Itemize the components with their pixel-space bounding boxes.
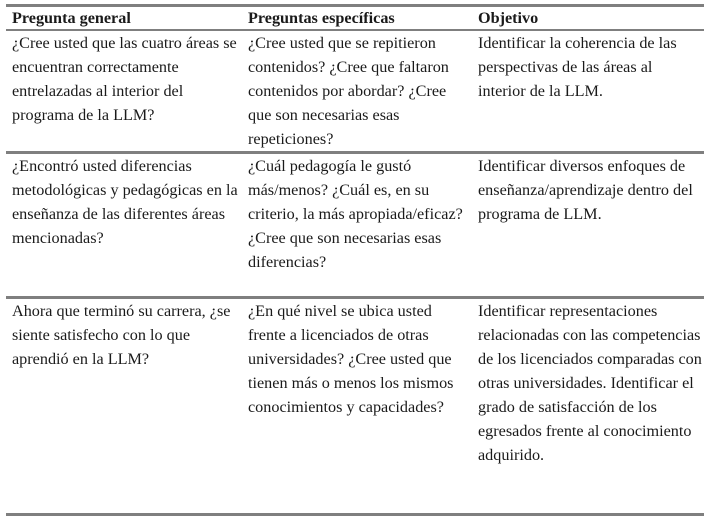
table-header	[6, 7, 704, 31]
table-row	[6, 296, 704, 513]
cell-preguntas-especificas: ¿Cuál pedagogía le gustó más/menos? ¿Cuál es, en su criterio, la más apropiada/eficaz?¿Cree que son necesarias esas diferencias?	[248, 157, 463, 271]
cell-objetivo: Identificar representaciones relacionadas con las competencias de los licenciados comparadas con otras universidades. Identificar el grado de satisfacción de los egresados frente al conocimiento adquirido.	[478, 302, 702, 464]
questions-table	[6, 4, 704, 516]
cell-preguntas-especificas: ¿En qué nivel se ubica usted frente a licenciados de otras universidades? ¿Cree usted que tienen más o menos los mismos conocimientos y capacidades?	[248, 302, 454, 416]
table-row	[6, 151, 704, 296]
column-header-objetivo: Objetivo	[478, 9, 539, 27]
cell-objetivo: Identificar diversos enfoques de enseñanza/aprendizaje dentro del programa de LLM.	[478, 157, 693, 223]
table-row	[6, 31, 704, 151]
cell-preguntas-especificas: ¿Cree usted que se repitieron contenidos? ¿Cree que faltaron contenidos por abordar? ¿Cree que son necesarias esas repeticiones?	[248, 34, 449, 148]
column-header-preguntas-especificas: Preguntas específicas	[248, 9, 395, 27]
cell-pregunta-general: ¿Cree usted que las cuatro áreas se encuentran correctamente entrelazadas al interior del programa de la LLM?	[12, 34, 237, 124]
cell-pregunta-general: ¿Encontró usted diferencias metodológicas y pedagógicas en la enseñanza de las diferentes áreas mencionadas?	[12, 157, 238, 247]
cell-objetivo: Identificar la coherencia de las perspectivas de las áreas al interior de la LLM.	[478, 34, 677, 100]
column-header-pregunta-general: Pregunta general	[12, 9, 131, 27]
cell-pregunta-general: Ahora que terminó su carrera, ¿se siente satisfecho con lo que aprendió en la LLM?	[12, 302, 231, 368]
